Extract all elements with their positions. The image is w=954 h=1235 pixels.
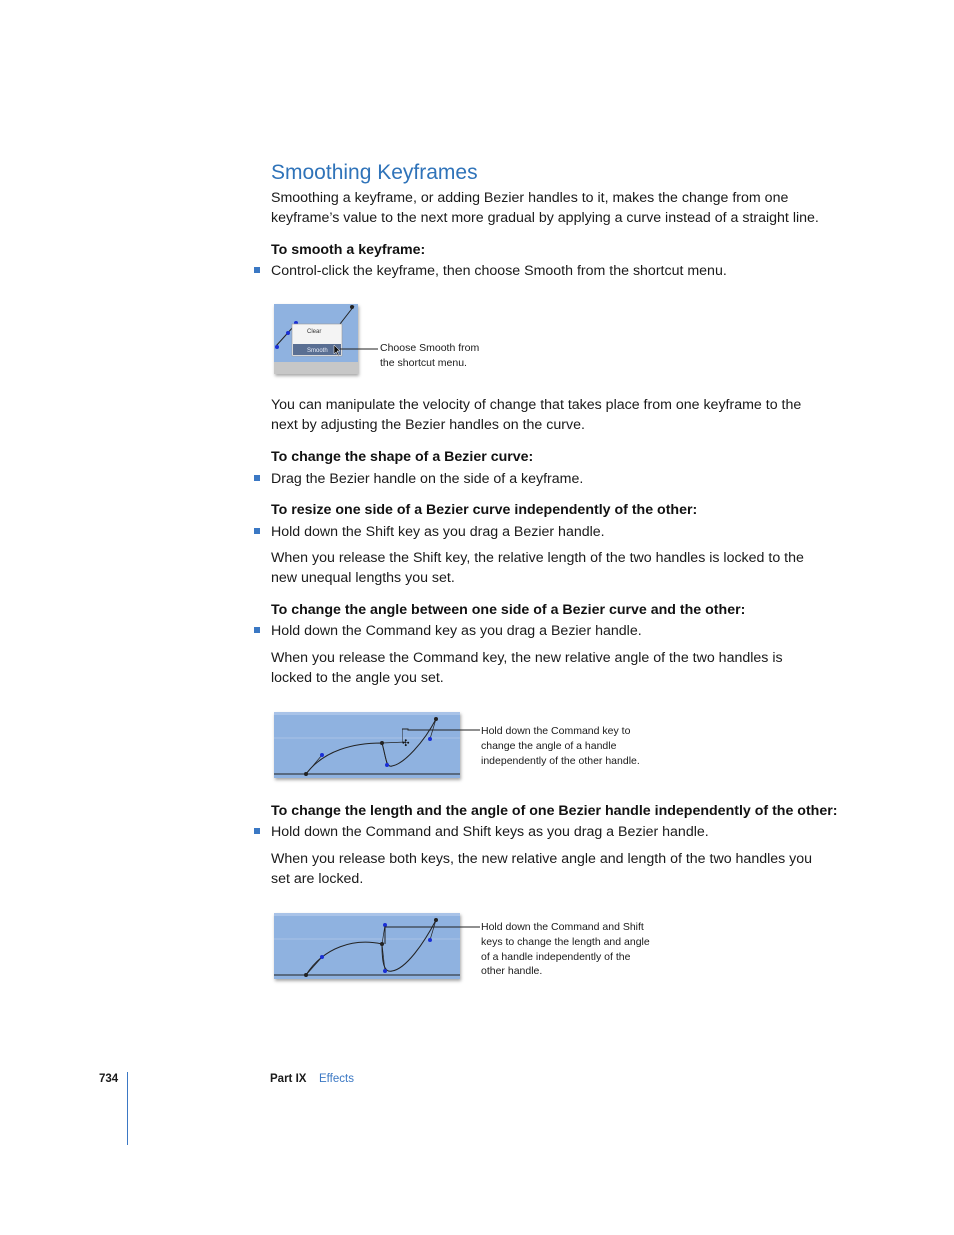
menu-item-clear: Clear (307, 329, 322, 335)
paragraph-line: You can manipulate the velocity of change that takes place from one keyframe to the (271, 397, 802, 413)
section-title: Smoothing Keyframes (271, 161, 478, 184)
task-heading-angle: To change the angle between one side of a Bezier curve and the other: (271, 602, 746, 618)
paragraph-line: new unequal lengths you set. (271, 570, 455, 586)
handle-point (385, 763, 389, 767)
bullet-text: Hold down the Command and Shift keys as you drag a Bezier handle. (271, 824, 709, 840)
figure-command-shift-curve (274, 913, 460, 979)
handle-point (275, 345, 279, 349)
caption-line: Hold down the Command key to (481, 725, 631, 737)
velocity-paragraph (271, 395, 836, 435)
paragraph-line: When you release the Shift key, the relative length of the two handles is locked to the (271, 550, 804, 566)
paragraph-line: next by adjusting the Bezier handles on the curve. (271, 417, 585, 433)
intro-paragraph (271, 188, 836, 228)
bullet-text: Hold down the Command key as you drag a Bezier handle. (271, 623, 642, 639)
bullet-length-angle (271, 822, 709, 842)
handle-point (320, 753, 324, 757)
intro-line: Smoothing a keyframe, or adding Bezier handles to it, makes the change from one (271, 190, 789, 206)
paragraph-line: set are locked. (271, 871, 364, 887)
figure2-caption (481, 724, 640, 768)
figure3-caption (481, 920, 650, 979)
caption-line: Choose Smooth from (380, 342, 480, 354)
caption-line: keys to change the length and angle (481, 935, 650, 948)
bullet-shape (271, 469, 583, 489)
length-angle-note (271, 849, 836, 889)
footer-part-label: Part IX (270, 1073, 307, 1085)
paragraph-line: locked to the angle you set. (271, 670, 444, 686)
caption-line: change the angle of a handle (481, 739, 617, 752)
handle-point (286, 331, 290, 335)
bullet-marker (254, 475, 260, 481)
handle-point (383, 969, 387, 973)
task-heading-length-angle: To change the length and the angle of one Bezier handle independently of the other: (271, 803, 838, 819)
bullet-angle (271, 621, 642, 641)
caption-line: of a handle independently of the (481, 950, 631, 963)
bullet-text: Hold down the Shift key as you drag a Bezier handle. (271, 524, 605, 540)
page-number: 734 (99, 1073, 119, 1085)
bullet-marker (254, 267, 260, 273)
figure-shortcut-menu (274, 304, 358, 374)
bullet-smooth (271, 261, 727, 281)
handle-point (320, 955, 324, 959)
figure1-caption (380, 341, 479, 371)
resize-note (271, 548, 836, 588)
menu-item-smooth: Smooth (307, 348, 328, 354)
footer-divider (127, 1072, 128, 1145)
caption-line: the shortcut menu. (380, 356, 467, 369)
bezier-curve-graphic (274, 913, 460, 979)
paragraph-line: When you release the Command key, the new relative angle of the two handles is (271, 650, 783, 666)
task-heading-shape: To change the shape of a Bezier curve: (271, 449, 534, 465)
bullet-marker (254, 627, 260, 633)
intro-line: keyframe’s value to the next more gradual by applying a curve instead of a straight line. (271, 210, 819, 226)
keyframe-point (434, 918, 438, 922)
callout-line-2 (402, 714, 482, 744)
footer-section-link[interactable]: Effects (319, 1073, 354, 1085)
shortcut-menu-graphic (274, 304, 358, 374)
paragraph-line: When you release both keys, the new relative angle and length of the two handles you (271, 851, 813, 867)
keyframe-point (304, 973, 308, 977)
keyframe-point (304, 772, 308, 776)
angle-note (271, 648, 836, 688)
bullet-marker (254, 528, 260, 534)
bullet-text: Drag the Bezier handle on the side of a keyframe. (271, 471, 584, 487)
crosshair-cursor-icon: ✣ (402, 739, 410, 749)
task-heading-resize: To resize one side of a Bezier curve independently of the other: (271, 502, 698, 518)
bullet-text: Control-click the keyframe, then choose Smooth from the shortcut menu. (271, 263, 727, 279)
task-heading-smooth: To smooth a keyframe: (271, 242, 426, 258)
callout-line-1 (340, 346, 380, 352)
callout-line-3 (384, 924, 482, 946)
bullet-resize (271, 522, 605, 542)
caption-line: Hold down the Command and Shift (481, 921, 644, 933)
bullet-marker (254, 828, 260, 834)
caption-line: other handle. (481, 965, 543, 978)
caption-line: independently of the other handle. (481, 754, 640, 767)
keyframe-point (350, 305, 354, 309)
keyframe-point (380, 741, 384, 745)
